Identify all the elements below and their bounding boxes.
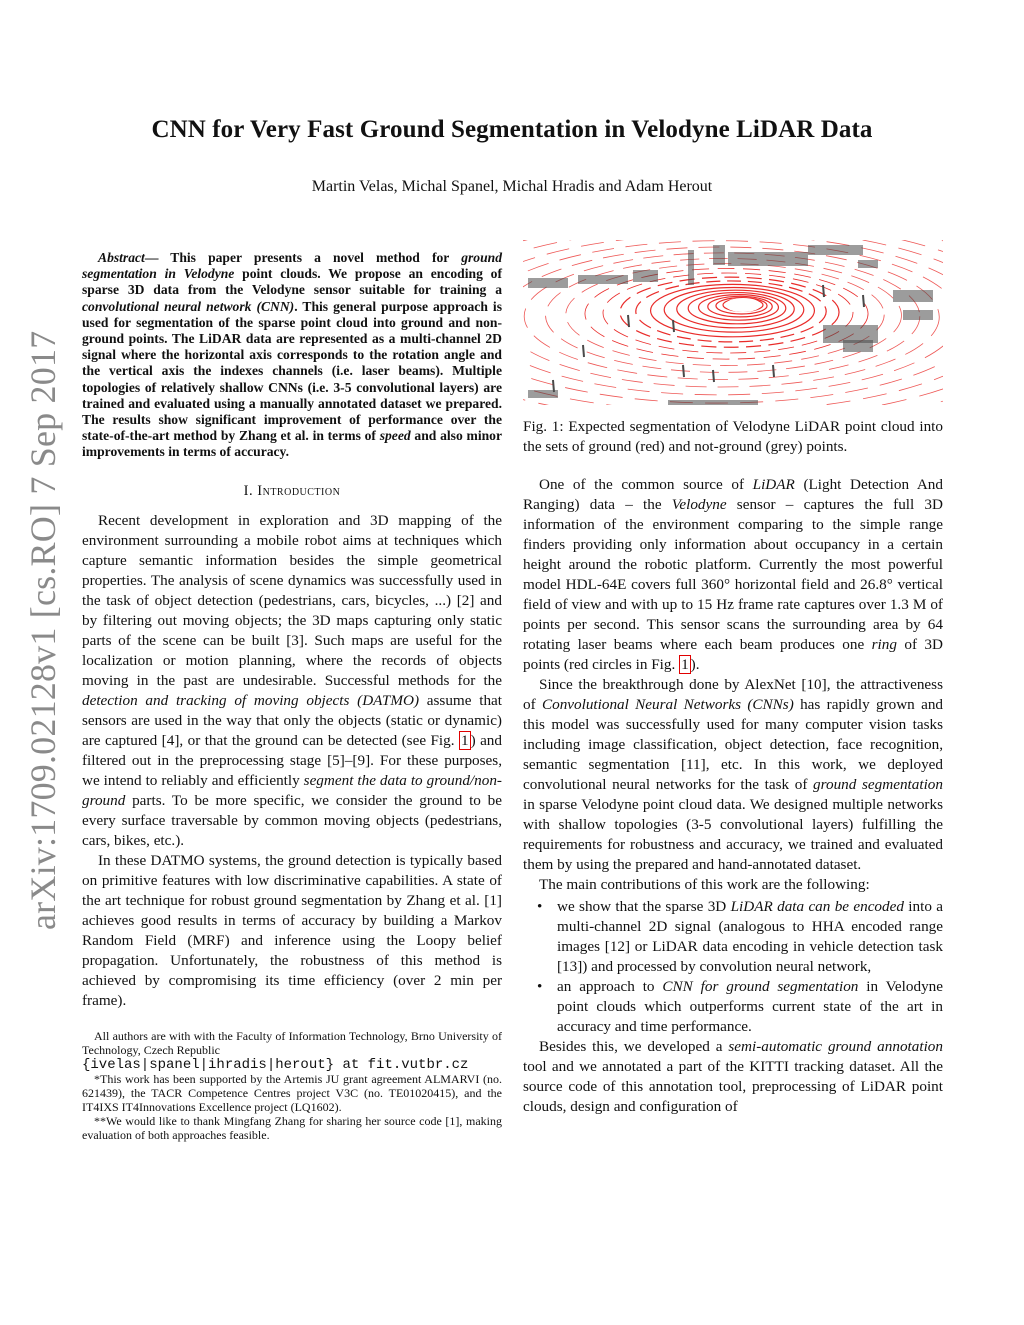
- body-text: Besides this, we developed a: [539, 1038, 729, 1055]
- body-emphasis: ring: [871, 636, 897, 653]
- non-ground-object: [668, 400, 758, 405]
- non-ground-object: [528, 278, 568, 288]
- non-ground-object: [903, 310, 933, 320]
- abstract-dash: —: [144, 250, 159, 265]
- abstract-emphasis: ground segmentation in Velodyne: [82, 250, 502, 282]
- left-column: [82, 250, 502, 1142]
- figure-1-point-cloud: [523, 240, 943, 405]
- contributions-list: [523, 897, 943, 1037]
- bullet-icon: •: [537, 978, 543, 995]
- ground-ring: [524, 253, 920, 380]
- body-emphasis: semi-automatic ground annotation: [728, 1038, 943, 1055]
- body-text: ) and filtered out in the preprocessing stage [5]–[9]. For these purposes, we intend to reliably and efficiently: [82, 731, 502, 789]
- intro-paragraph: In these DATMO systems, the ground detection is typically based on primitive features with low discriminative capabilities. A state of the art technique for robust ground segmentation by Zhang et al. [1] achieves good results in terms of accuracy by building a Markov Random Field (MRF) and inference using the Loopy belief propagation. Unfortunately, the robustness of this method is achieved by compromising its time efficiency (over 2 min per frame).: [82, 851, 502, 1009]
- non-ground-object: [858, 260, 878, 268]
- body-paragraph: [523, 475, 943, 675]
- body-text: in Velodyne point clouds which outperforms current state of the art in accuracy and time performance.: [557, 978, 944, 1035]
- abstract-text: and also minor improvements in terms of accuracy.: [82, 428, 503, 460]
- right-column: [523, 240, 943, 1117]
- abstract: [82, 250, 502, 461]
- abstract-emphasis: speed: [379, 428, 411, 444]
- body-emphasis: detection and tracking of moving objects (DATMO): [82, 691, 419, 709]
- abstract-label: Abstract: [98, 250, 145, 265]
- affiliation-text: All authors are with with the Faculty of Information Technology, Brno University of Technology, Czech Republic: [82, 1028, 502, 1057]
- body-text: into a multi-channel 2D signal (analogous to HHA encoded range images [12] or LiDAR data encoding in vehicle detection task [13]) and processed by convolution neural network,: [557, 898, 943, 975]
- footnote-funding: *This work has been supported by the Artemis JU grant agreement ALMARVI (no. 621439), the TACR Competence Centres project V3C (no. TE01020415), and the IT4IXS IT4Innovations Excellence project (LQ1602).: [82, 1071, 502, 1114]
- pole-object: [683, 365, 684, 377]
- non-ground-object: [688, 250, 694, 285]
- non-ground-object: [893, 290, 933, 302]
- point-cloud-image: [523, 240, 943, 405]
- body-emphasis: Convolutional Neural Networks (CNNs): [541, 696, 794, 713]
- body-emphasis: ground segmentation: [813, 776, 943, 793]
- figure-1-caption: Fig. 1: Expected segmentation of Velodyne LiDAR point cloud into the sets of ground (red) and not-ground (grey) points.: [523, 418, 943, 455]
- section-number: I.: [243, 482, 258, 499]
- body-text: ).: [690, 656, 700, 673]
- pole-object: [823, 285, 824, 297]
- body-text: assume that sensors are used in the way that only the objects (static or dynamic) are captured [4], or that the ground can be detected (see Fig.: [82, 691, 502, 749]
- body-text: in sparse Velodyne point cloud data. We designed multiple networks with shallow topologies (3-5 convolutional layers) fulfilling the requirements for robustness and accuracy, we trained and evaluated them by using the prepared and hand-annotated dataset.: [523, 796, 943, 873]
- pole-object: [773, 365, 774, 377]
- body-text: sensor – captures the full 3D information of the environment comparing to the simple range finders providing only information about occupancy in a certain height around the robotic platform. Currently the most powerful model HDL-64E covers full 360° horizontal field and 26.8° vertical field of view and with up to 15 Hz frame rate captures over 1.3 M of points per second. This sensor scans the surrounding area by 64 rotating laser beams where each beam produces one: [523, 496, 943, 653]
- body-paragraph: The main contributions of this work are the following:: [539, 876, 870, 893]
- non-ground-object: [713, 245, 725, 265]
- body-paragraph: [523, 675, 943, 875]
- section-title: Introduction: [257, 482, 341, 499]
- body-emphasis: segment the data to ground/non-ground: [82, 771, 502, 809]
- pole-object: [673, 320, 674, 332]
- body-text: of 3D points (red circles in Fig.: [523, 636, 943, 673]
- non-ground-object: [578, 275, 628, 284]
- figure-reference-link[interactable]: 1: [460, 731, 469, 749]
- non-ground-object: [808, 245, 863, 255]
- body-text: has rapidly grown and this model was successfully used for many computer vision tasks including image classification, object detection, face recognition, semantic segmentation [11], etc. In this work, we deployed convolutional neural networks for the task of: [523, 696, 944, 793]
- paper-title: CNN for Very Fast Ground Segmentation in Velodyne LiDAR Data: [151, 116, 873, 143]
- body-emphasis: LiDAR data can be encoded: [730, 898, 904, 915]
- body-text: we show that the sparse 3D: [557, 898, 731, 915]
- body-text: One of the common source of: [539, 476, 753, 493]
- intro-paragraph: [82, 511, 502, 851]
- footnote-thanks: **We would like to thank Mingfang Zhang for sharing her source code [1], making evaluation of both approaches feasible.: [82, 1113, 502, 1142]
- arxiv-identifier: arXiv:1709.02128v1 [cs.RO] 7 Sep 2017: [23, 330, 63, 930]
- figure-reference-link[interactable]: 1: [681, 656, 689, 673]
- pole-object: [583, 345, 584, 357]
- sensor-blind-spot: [725, 298, 761, 312]
- pole-object: [628, 315, 629, 327]
- abstract-text: . This general purpose approach is used for segmentation of the sparse point cloud into ground and non-ground points. The LiDAR data are represented as a multi-channel 2D signal where the horizontal axis corresponds to the rotation angle and the vertical axis the indexes channels (i.e. laser beams). Multiple topologies of relatively shallow CNNs (i.e. 3-5 convolutional layers) are trained and evaluated using a manually annotated dataset we prepared. The results show significant improvement of performance over the state-of-the-art method by Zhang et al. in terms of: [82, 298, 502, 444]
- body-text: Since the breakthrough done by AlexNet [10], the attractiveness of: [523, 676, 943, 713]
- paper-authors: Martin Velas, Michal Spanel, Michal Hradis and Adam Herout: [311, 178, 713, 195]
- body-emphasis: LiDAR: [752, 476, 795, 493]
- body-emphasis: Velodyne: [671, 496, 727, 513]
- pole-object: [863, 295, 864, 307]
- footnote-affiliation: [82, 1029, 502, 1072]
- body-text: Recent development in exploration and 3D mapping of the environment surrounding a mobile robot aims at techniques which capture semantic information besides the simple geometrical properties. The analysis of scene dynamics was successfully used in the task of object detection (pedestrians, cars, bicycles, ...) [2] and by filtering out moving objects; the 3D maps capturing only static parts of the scene can be built [3]. Such maps are useful for the localization or motion planning, where the records of objects moving in the past are undesirable. Successful methods for the: [82, 511, 502, 689]
- abstract-text: This paper presents a novel method for: [158, 250, 462, 265]
- body-emphasis: CNN for ground segmentation: [662, 978, 859, 995]
- body-text: an approach to: [557, 978, 663, 995]
- body-text: (Light Detection And Ranging) data – the: [523, 476, 943, 513]
- body-text: parts. To be more specific, we consider the ground to be every surface traversable by common moving objects (pedestrians, cars, bikes, etc.).: [82, 791, 502, 849]
- body-paragraph: [523, 1037, 943, 1117]
- bullet-icon: •: [537, 898, 543, 915]
- abstract-text: point clouds. We propose an encoding of sparse 3D data from the Velodyne sensor suitable for training a: [82, 266, 503, 298]
- footnotes: [82, 1029, 502, 1142]
- pole-object: [713, 370, 714, 382]
- non-ground-object: [633, 270, 658, 282]
- non-ground-object: [728, 252, 808, 266]
- contribution-item: [537, 897, 943, 977]
- abstract-emphasis: convolutional neural network (CNN): [82, 298, 295, 314]
- pole-object: [553, 380, 554, 392]
- author-emails: {ivelas|spanel|ihradis|herout} at fit.vutbr.cz: [82, 1056, 469, 1073]
- section-heading-introduction: [82, 481, 502, 501]
- non-ground-object: [843, 340, 873, 352]
- body-text: tool and we annotated a part of the KITTI tracking dataset. All the source code of this annotation tool, preprocessing of LiDAR point clouds, design and configuration of: [523, 1058, 943, 1115]
- contribution-item: [537, 977, 944, 1037]
